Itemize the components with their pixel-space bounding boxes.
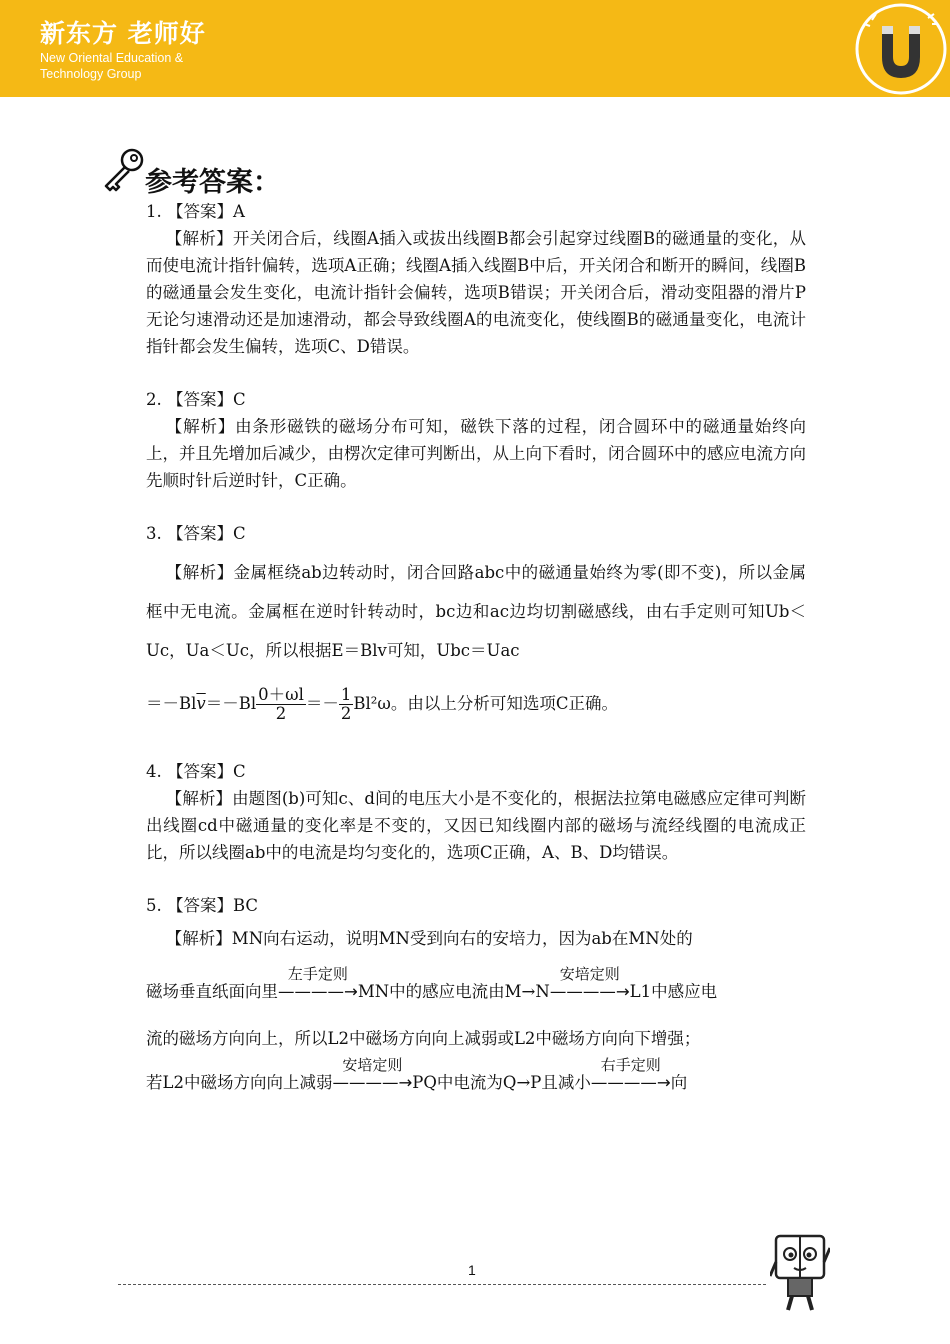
- answer-3-relation-1: Ub＜Uc，Ua＜Uc: [146, 602, 806, 660]
- answer-1-head: 1. 【答案】A: [146, 202, 245, 221]
- answer-4-head: 4. 【答案】C: [146, 762, 246, 781]
- eq-start: ＝－Bl: [146, 694, 197, 713]
- answer-2: [146, 386, 806, 494]
- footer-divider: [118, 1284, 766, 1285]
- answer-5-line-4: [146, 1057, 806, 1106]
- answer-3: [146, 520, 806, 724]
- arrow-1-label: 左手定则: [287, 965, 348, 983]
- answer-3-text-a: 【解析】金属框绕ab边转动时，闭合回路abc中的磁通量始终为零(即不变)，所以金属框中无电流。金属框在逆时针转动时，bc边和ac边均切割磁感线，由右手定则可知: [146, 563, 806, 621]
- arrow-4-icon: ————→: [590, 1073, 671, 1092]
- fraction-1-denominator: 2: [275, 704, 287, 723]
- answer-3-head: 3. 【答案】C: [146, 524, 246, 543]
- answer-4-body: 【解析】由题图(b)可知c、d间的电压大小是不变化的，根据法拉第电磁感应定律可判断出线圈cd中磁通量的变化率是不变的，又因已知线圈内部的磁场与流经线圈的电流成正比，所以线圈ab中的电流是均匀变化的，选项C正确，A、B、D均错误。: [146, 789, 806, 862]
- answer-5: [146, 892, 806, 1106]
- arrow-3-icon: ————→: [332, 1073, 413, 1092]
- arrow-1-icon: ————→: [278, 982, 358, 1001]
- magnet-mascot-icon: [854, 2, 948, 96]
- answer-3-relation-2: Ubc＝Uac: [436, 641, 520, 660]
- section-title: 参考答案：: [145, 167, 280, 198]
- logo-chinese: 新东方 老师好: [40, 19, 206, 48]
- line-2-text-a: 磁场垂直纸面向里: [146, 982, 278, 1001]
- answer-2-head: 2. 【答案】C: [146, 390, 246, 409]
- answer-2-body: 【解析】由条形磁铁的磁场分布可知，磁铁下落的过程，闭合圆环中的磁通量始终向上，并且先增加后减少，由楞次定律可判断出，从上向下看时，闭合圆环中的感应电流方向先顺时针后逆时针，C正确。: [146, 417, 806, 490]
- answer-5-line-2: [146, 966, 806, 1015]
- arrow-left-hand-rule: [278, 966, 358, 1000]
- fraction-2: [339, 686, 354, 723]
- page-number: 1: [468, 1262, 476, 1278]
- answer-5-line-3: 流的磁场方向向上，所以L2中磁场方向向上减弱或L2中磁场方向向下增强；: [146, 1029, 701, 1048]
- eq-equals: ＝－: [305, 694, 339, 713]
- line-4-text-b: PQ中电流为Q→P且减小: [412, 1073, 591, 1092]
- answer-5-head: 5. 【答案】BC: [146, 896, 259, 915]
- answer-3-equation: [146, 684, 806, 724]
- key-icon: [102, 146, 146, 192]
- arrow-2-icon: ————→: [549, 982, 630, 1001]
- line-2-text-b: MN中的感应电流由M→N: [357, 982, 550, 1001]
- eq-end: Bl²ω: [353, 694, 391, 713]
- arrow-ampere-rule-2: [332, 1057, 412, 1091]
- arrow-3-label: 安培定则: [342, 1056, 403, 1074]
- line-4-text-a: 若L2中磁场方向向上减弱: [146, 1073, 333, 1092]
- arrow-right-hand-rule: [591, 1057, 671, 1091]
- logo-english: New Oriental Education & Technology Group: [40, 51, 184, 81]
- fraction-1: [256, 686, 306, 723]
- arrow-2-label: 安培定则: [559, 965, 620, 983]
- arrow-ampere-rule-1: [550, 966, 630, 1000]
- fraction-2-numerator: 1: [340, 685, 352, 704]
- answer-3-text-b: ，所以根据E＝Blv可知，: [249, 641, 437, 660]
- answer-1: [146, 198, 806, 360]
- answer-1-body: 【解析】开关闭合后，线圈A插入或拔出线圈B都会引起穿过线圈B的磁通量的变化，从而使电流计指针偏转，选项A正确；线圈A插入线圈B中后，开关闭合和断开的瞬间，线圈B的磁通量会发生变化，电流计指针会偏转，选项B错误；开关闭合后，滑动变阻器的滑片P无论匀速滑动还是加速滑动，都会导致线圈A的电流变化，使线圈B的磁通量变化，电流计指针都会发生偏转，选项C、D错误。: [146, 229, 806, 356]
- answer-content: [146, 198, 806, 1132]
- eq-mid: ＝－Bl: [205, 694, 257, 713]
- answer-3-body: [146, 553, 806, 670]
- fraction-1-numerator: 0＋ωl: [258, 685, 304, 704]
- line-2-text-c: L1中感应电: [629, 982, 718, 1001]
- header-banner: [0, 0, 950, 97]
- v-bar: $\overline{v}$: [196, 694, 206, 713]
- answer-5-line-1: 【解析】MN向右运动，说明MN受到向右的安培力，因为ab在MN处的: [165, 929, 693, 948]
- arrow-4-label: 右手定则: [600, 1056, 661, 1074]
- answer-3-text-c: 。由以上分析可知选项C正确。: [390, 694, 618, 713]
- answer-4: [146, 758, 806, 866]
- fraction-2-denominator: 2: [340, 704, 352, 723]
- line-4-text-c: 向: [670, 1073, 688, 1092]
- book-mascot-icon: [770, 1232, 830, 1314]
